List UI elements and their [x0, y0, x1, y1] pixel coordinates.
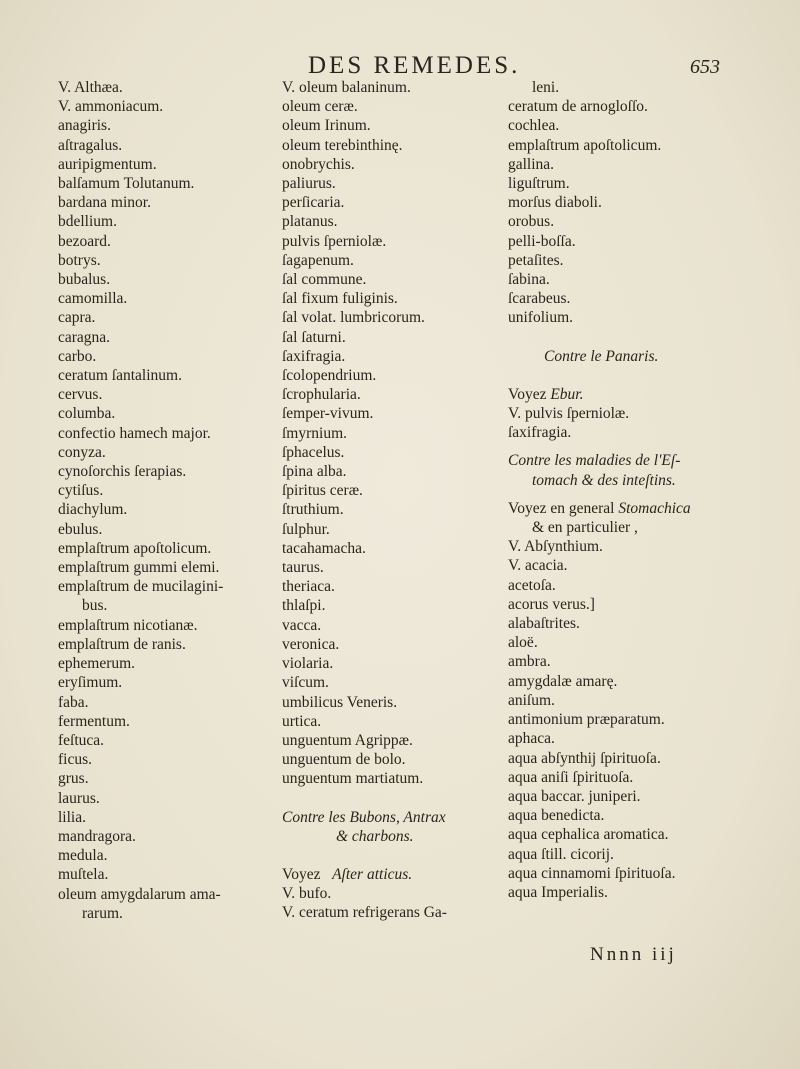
list-item: ſpiritus ceræ. [282, 482, 363, 500]
list-item: bezoard. [58, 232, 111, 250]
column-2 [282, 78, 496, 923]
list-item: alabaſtrites. [508, 615, 580, 633]
list-item: medula. [58, 847, 108, 865]
list-item: pulvis ſperniolæ. [282, 232, 387, 250]
list-item: unguentum de bolo. [282, 751, 406, 769]
list-item: unguentum Agrippæ. [282, 731, 413, 749]
cross-reference [282, 865, 496, 884]
list-item: ſcolopendrium. [282, 367, 377, 385]
list-item: paliurus. [282, 175, 336, 193]
list-item: oleum terebinthinę. [282, 136, 403, 154]
list-item: V. ceratum refrigerans Ga- [282, 904, 447, 922]
list-item: thlaſpi. [282, 597, 326, 615]
list-item: cochlea. [508, 117, 560, 135]
list-item: V. bufo. [282, 885, 332, 903]
list-item: acetoſa. [508, 576, 556, 594]
list-item: theriaca. [282, 578, 335, 596]
voyez-label: Voyez [282, 865, 321, 883]
list-item: V. pulvis ſperniolæ. [508, 405, 630, 423]
list-item: lilia. [58, 808, 86, 826]
spacer [282, 789, 496, 808]
list-item: unifolium. [508, 309, 574, 327]
cross-reference [508, 385, 722, 404]
voyez-ref: Stomachica [618, 499, 691, 517]
list-item: ſcrophularia. [282, 386, 361, 404]
list-item: mandragora. [58, 827, 136, 845]
voyez-ref: Ebur. [550, 385, 584, 403]
list-item: aqua baccar. juniperi. [508, 787, 641, 805]
list-item: gallina. [508, 155, 555, 173]
list-item: ſulphur. [282, 520, 330, 538]
list-item: amygdalæ amarę. [508, 672, 618, 690]
cross-reference [508, 499, 722, 518]
list-item: ſemper-vivum. [282, 405, 374, 423]
list-item: petaſites. [508, 251, 564, 269]
spacer [508, 366, 722, 385]
list-item: platanus. [282, 213, 338, 231]
list-item: balſamum Tolutanum. [58, 175, 195, 193]
list-item: ſal fixum fuliginis. [282, 290, 398, 308]
spacer [282, 846, 496, 865]
list-item: V. ammoniacum. [58, 98, 164, 116]
running-title: DES REMEDES. [308, 52, 521, 79]
list-item: cytiſus. [58, 482, 104, 500]
list-item: emplaſtrum gummi elemi. [58, 559, 220, 577]
list-item: aſtragalus. [58, 136, 123, 154]
list-item: violaria. [282, 655, 334, 673]
list-item: cervus. [58, 386, 103, 404]
list-item: vacca. [282, 616, 322, 634]
list-item: pelli-boſſa. [508, 232, 576, 250]
section-heading-bubons-cont: & charbons. [336, 827, 414, 845]
list-item: orobus. [508, 213, 555, 231]
list-item: V. oleum balaninum. [282, 79, 411, 96]
list-item: caragna. [58, 328, 111, 346]
list-item: ſaxifragia. [508, 424, 572, 442]
list-item: aniſum. [508, 691, 555, 709]
list-item: oleum ceræ. [282, 98, 358, 116]
list-item-continuation: leni. [532, 79, 560, 96]
list-item: oleum Irinum. [282, 117, 371, 135]
list-item: ſal ſaturni. [282, 328, 346, 346]
list-item: emplaſtrum de mucilagini- [58, 578, 224, 596]
list-item: eryſimum. [58, 674, 123, 692]
list-item: columba. [58, 405, 116, 423]
list-item: V. acacia. [508, 557, 568, 575]
list-item: emplaſtrum nicotianæ. [58, 616, 198, 634]
list-item: bdellium. [58, 213, 117, 231]
list-item: ſcarabeus. [508, 290, 571, 308]
list-item: laurus. [58, 789, 100, 807]
list-item: veronica. [282, 635, 340, 653]
list-item: aqua cephalica aromatica. [508, 826, 669, 844]
list-item: ſabina. [508, 271, 550, 289]
list-item: ſtruthium. [282, 501, 344, 519]
list-item: perſicaria. [282, 194, 345, 212]
list-item: botrys. [58, 251, 101, 269]
list-item: aqua abſynthij ſpirituoſa. [508, 749, 661, 767]
voyez-general-label: Voyez en general [508, 499, 615, 517]
list-item: emplaſtrum apoſtolicum. [508, 136, 662, 154]
list-item: umbilicus Veneris. [282, 693, 398, 711]
list-item: ſaxifragia. [282, 347, 346, 365]
list-item: unguentum martiatum. [282, 770, 424, 788]
list-item: tacahamacha. [282, 539, 366, 557]
list-item: aqua benedicta. [508, 807, 605, 825]
list-item: auripigmentum. [58, 155, 157, 173]
column-3 [508, 78, 722, 902]
column-1 [58, 78, 268, 923]
section-heading-estomach-cont: tomach & des inteſtins. [532, 471, 676, 489]
list-item: onobrychis. [282, 155, 355, 173]
section-heading-bubons: Contre les Bubons, Antrax [282, 808, 446, 826]
list-item: taurus. [282, 559, 324, 577]
list-item: ſpina alba. [282, 463, 347, 481]
list-item: ſphacelus. [282, 443, 345, 461]
list-item: cynoſorchis ſerapias. [58, 463, 187, 481]
voyez-label: Voyez [508, 385, 547, 403]
list-item: confectio hamech major. [58, 424, 211, 442]
list-item: bubalus. [58, 271, 111, 289]
list-item: faba. [58, 693, 89, 711]
list-item: capra. [58, 309, 96, 327]
list-item: camomilla. [58, 290, 128, 308]
list-item: V. Althæa. [58, 79, 123, 96]
list-item: feſtuca. [58, 731, 105, 749]
list-item: ſal volat. lumbricorum. [282, 309, 425, 327]
list-item: bardana minor. [58, 194, 151, 212]
list-item: grus. [58, 770, 89, 788]
list-item: fermentum. [58, 712, 130, 730]
list-item: aqua Imperialis. [508, 883, 608, 901]
list-item: V. Abſynthium. [508, 538, 603, 556]
list-item: aqua ſtill. cicorij. [508, 845, 614, 863]
list-item: ambra. [508, 653, 551, 671]
list-item: ceratum ſantalinum. [58, 367, 182, 385]
list-item: urtica. [282, 712, 322, 730]
list-item-continuation: bus. [82, 597, 108, 615]
page-number: 653 [690, 56, 720, 78]
list-item: ephemerum. [58, 655, 136, 673]
list-item: emplaſtrum de ranis. [58, 635, 186, 653]
list-item: morſus diaboli. [508, 194, 602, 212]
list-item: ebulus. [58, 520, 103, 538]
list-item: diachylum. [58, 501, 128, 519]
list-item-continuation: rarum. [82, 904, 123, 922]
list-item: aqua cinnamomi ſpirituoſa. [508, 864, 676, 882]
list-item: ſagapenum. [282, 251, 354, 269]
list-item: liguſtrum. [508, 175, 570, 193]
section-heading-estomach: Contre les maladies de l'Eſ- [508, 452, 681, 470]
list-item: aloë. [508, 634, 538, 652]
list-item: ficus. [58, 751, 93, 769]
spacer [508, 442, 722, 451]
signature-mark: Nnnn iij [590, 944, 677, 965]
list-item-continuation: & en particulier , [532, 519, 638, 537]
list-item: oleum amygdalarum ama- [58, 885, 221, 903]
voyez-ref: Aſter atticus. [332, 865, 413, 883]
spacer [508, 490, 722, 499]
list-item: antimonium præparatum. [508, 711, 665, 729]
list-item: carbo. [58, 347, 97, 365]
list-item: viſcum. [282, 674, 329, 692]
list-item: anagiris. [58, 117, 111, 135]
list-item: aphaca. [508, 730, 555, 748]
section-heading-panaris: Contre le Panaris. [544, 347, 659, 365]
list-item: ceratum de arnogloſſo. [508, 98, 648, 116]
list-item: conyza. [58, 443, 106, 461]
list-item: acorus verus.] [508, 595, 595, 613]
list-item: aqua aniſi ſpirituoſa. [508, 768, 634, 786]
list-item: ſal commune. [282, 271, 367, 289]
spacer [508, 328, 722, 347]
list-item: emplaſtrum apoſtolicum. [58, 539, 212, 557]
list-item: muſtela. [58, 866, 109, 884]
list-item: ſmyrnium. [282, 424, 348, 442]
